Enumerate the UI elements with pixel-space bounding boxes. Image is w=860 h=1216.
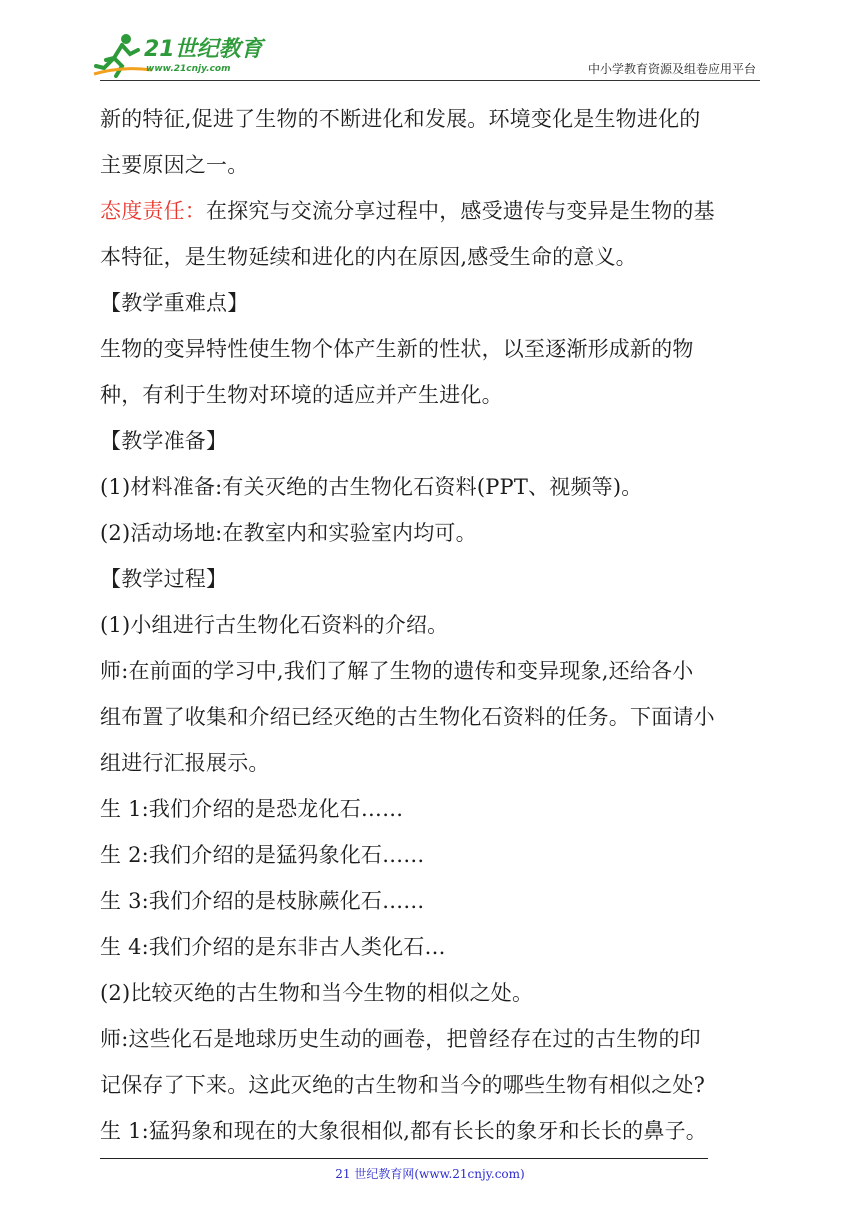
- footer-divider: [100, 1158, 708, 1159]
- text-line: (2)活动场地:在教室内和实验室内均可。: [100, 521, 477, 545]
- section-heading: 【教学过程】: [100, 567, 228, 591]
- runner-logo-icon: [92, 30, 267, 80]
- logo-url: www.21cnjy.com: [146, 64, 231, 74]
- text-line: 师:在前面的学习中,我们了解了生物的遗传和变异现象,还给各小: [100, 659, 694, 683]
- site-logo[interactable]: [92, 30, 267, 80]
- text-line: 主要原因之一。: [100, 153, 249, 177]
- text-line: 生 1:猛犸象和现在的大象很相似,都有长长的象牙和长长的鼻子。: [100, 1119, 707, 1143]
- text-line: 本特征，是生物延续和进化的内在原因,感受生命的意义。: [100, 245, 637, 269]
- text-line: 组布置了收集和介绍已经灭绝的古生物化石资料的任务。下面请小: [100, 705, 715, 729]
- text-line: 生 1:我们介绍的是恐龙化石……: [100, 797, 404, 821]
- text-line: 新的特征,促进了生物的不断进化和发展。环境变化是生物进化的: [100, 107, 701, 131]
- header-divider: [100, 80, 760, 81]
- footer-link[interactable]: 21 世纪教育网(www.21cnjy.com): [335, 1167, 525, 1181]
- header-platform-text: 中小学教育资源及组卷应用平台: [587, 62, 756, 76]
- text-line: 生 3:我们介绍的是枝脉蕨化石……: [100, 889, 425, 913]
- text-line: 生物的变异特性使生物个体产生新的性状，以至逐渐形成新的物: [100, 337, 694, 361]
- document-body: [100, 96, 768, 1154]
- attitude-label: 态度责任：: [100, 199, 206, 223]
- logo-text: 21世纪教育: [144, 37, 263, 62]
- text-line: 组进行汇报展示。: [100, 751, 270, 775]
- text-line: 态度责任：在探究与交流分享过程中，感受遗传与变异是生物的基: [100, 199, 715, 223]
- page-header: [0, 0, 860, 90]
- text-line: 生 2:我们介绍的是猛犸象化石……: [100, 843, 425, 867]
- section-heading: 【教学准备】: [100, 429, 228, 453]
- section-heading: 【教学重难点】: [100, 291, 249, 315]
- text-line: (1)小组进行古生物化石资料的介绍。: [100, 613, 449, 637]
- text-line: 种，有利于生物对环境的适应并产生进化。: [100, 383, 503, 407]
- text-line: 记保存了下来。这此灭绝的古生物和当今的哪些生物有相似之处?: [100, 1073, 706, 1097]
- text-line: 师:这些化石是地球历史生动的画卷，把曾经存在过的古生物的印: [100, 1027, 701, 1051]
- text-line: (2)比较灭绝的古生物和当今生物的相似之处。: [100, 981, 534, 1005]
- text-line: 生 4:我们介绍的是东非古人类化石…: [100, 935, 446, 959]
- text-line: (1)材料准备:有关灭绝的古生物化石资料(PPT、视频等)。: [100, 475, 643, 499]
